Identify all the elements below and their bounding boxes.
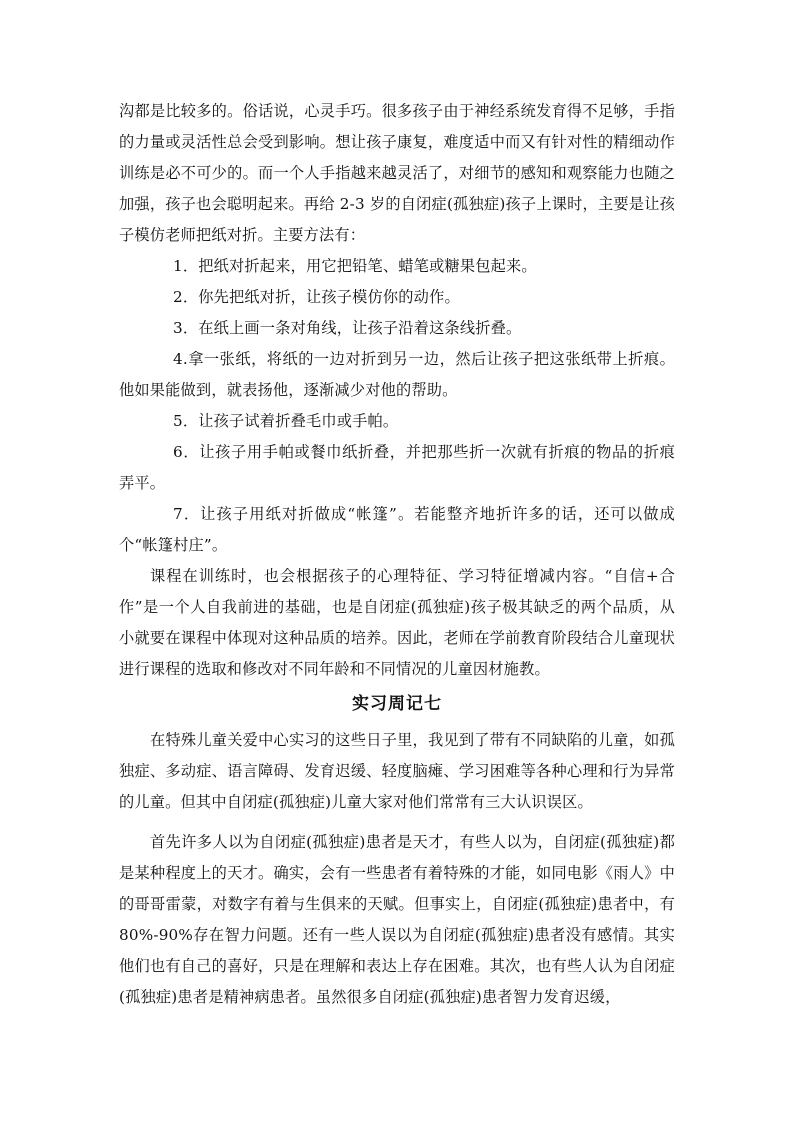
- list-item-2: 2．你先把纸对折，让孩子模仿你的动作。: [173, 288, 460, 306]
- list-item-3: 3．在纸上画一条对角线，让孩子沿着这条线折叠。: [173, 319, 522, 337]
- section-paragraph-1: 在特殊儿童关爱中心实习的这些日子里，我见到了带有不同缺陷的儿童，如孤独症、多动症、语言障碍、发育迟缓、轻度脑瘫、学习困难等各种心理和行为异常的儿童。但其中自闭症(孤独症)儿童大家对他们常常有三大认识误区。: [119, 731, 675, 811]
- list-item-5: 5．让孩子试着折叠毛巾或手帕。: [173, 412, 399, 430]
- section-title: 实习周记七: [352, 694, 442, 714]
- section-paragraph-2: 首先许多人以为自闭症(孤独症)患者是天才，有些人以为，自闭症(孤独症)都是某种程度上的天才。确实，会有一些患者有着特殊的才能，如同电影《雨人》中的哥哥雷蒙，对数字有着与生俱来的天赋。但事实上，自闭症(孤独症)患者中，有 80%-90%存在智力问题。还有一些人误以为自闭症(孤独症)患者没有感情。其实他们也有自己的喜好，只是在理解和表达上存在困难。其次，也有些人认为自闭症(孤独症)患者是精神病患者。虽然很多自闭症(孤独症)患者智力发育迟缓，: [119, 833, 675, 1006]
- list-item-6: 6．让孩子用手帕或餐巾纸折叠，并把那些折一次就有折痕的物品的折痕弄平。: [119, 443, 675, 492]
- list-item-1: 1．把纸对折起来，用它把铅笔、蜡笔或糖果包起来。: [173, 257, 537, 275]
- list-item-7: 7．让孩子用纸对折做成“帐篷”。若能整齐地折许多的话，还可以做成个“帐篷村庄”。: [119, 505, 675, 554]
- paragraph-spacer: [119, 818, 675, 827]
- intro-paragraph: 沟都是比较多的。俗话说，心灵手巧。很多孩子由于神经系统发育得不足够，手指的力量或灵活性总会受到影响。想让孩子康复，难度适中而又有针对性的精细动作训练是必不可少的。而一个人手指越来越灵活了，对细节的感知和观察能力也随之加强，孩子也会聪明起来。再给 2-3 岁的自闭症(孤独症)孩子上课时，主要是让孩子模仿老师把纸对折。主要方法有：: [119, 102, 675, 244]
- document-body: [119, 96, 675, 1013]
- closing-paragraph: 课程在训练时，也会根据孩子的心理特征、学习特征增减内容。“自信+合作”是一个人自我前进的基础，也是自闭症(孤独症)孩子极其缺乏的两个品质，从小就要在课程中体现对这种品质的培养。因此，老师在学前教育阶段结合儿童现状进行课程的选取和修改对不同年龄和不同情况的儿童因材施教。: [119, 567, 675, 678]
- list-item-4: 4.拿一张纸，将纸的一边对折到另一边，然后让孩子把这张纸带上折痕。他如果能做到，就表扬他，逐渐减少对他的帮助。: [119, 350, 675, 399]
